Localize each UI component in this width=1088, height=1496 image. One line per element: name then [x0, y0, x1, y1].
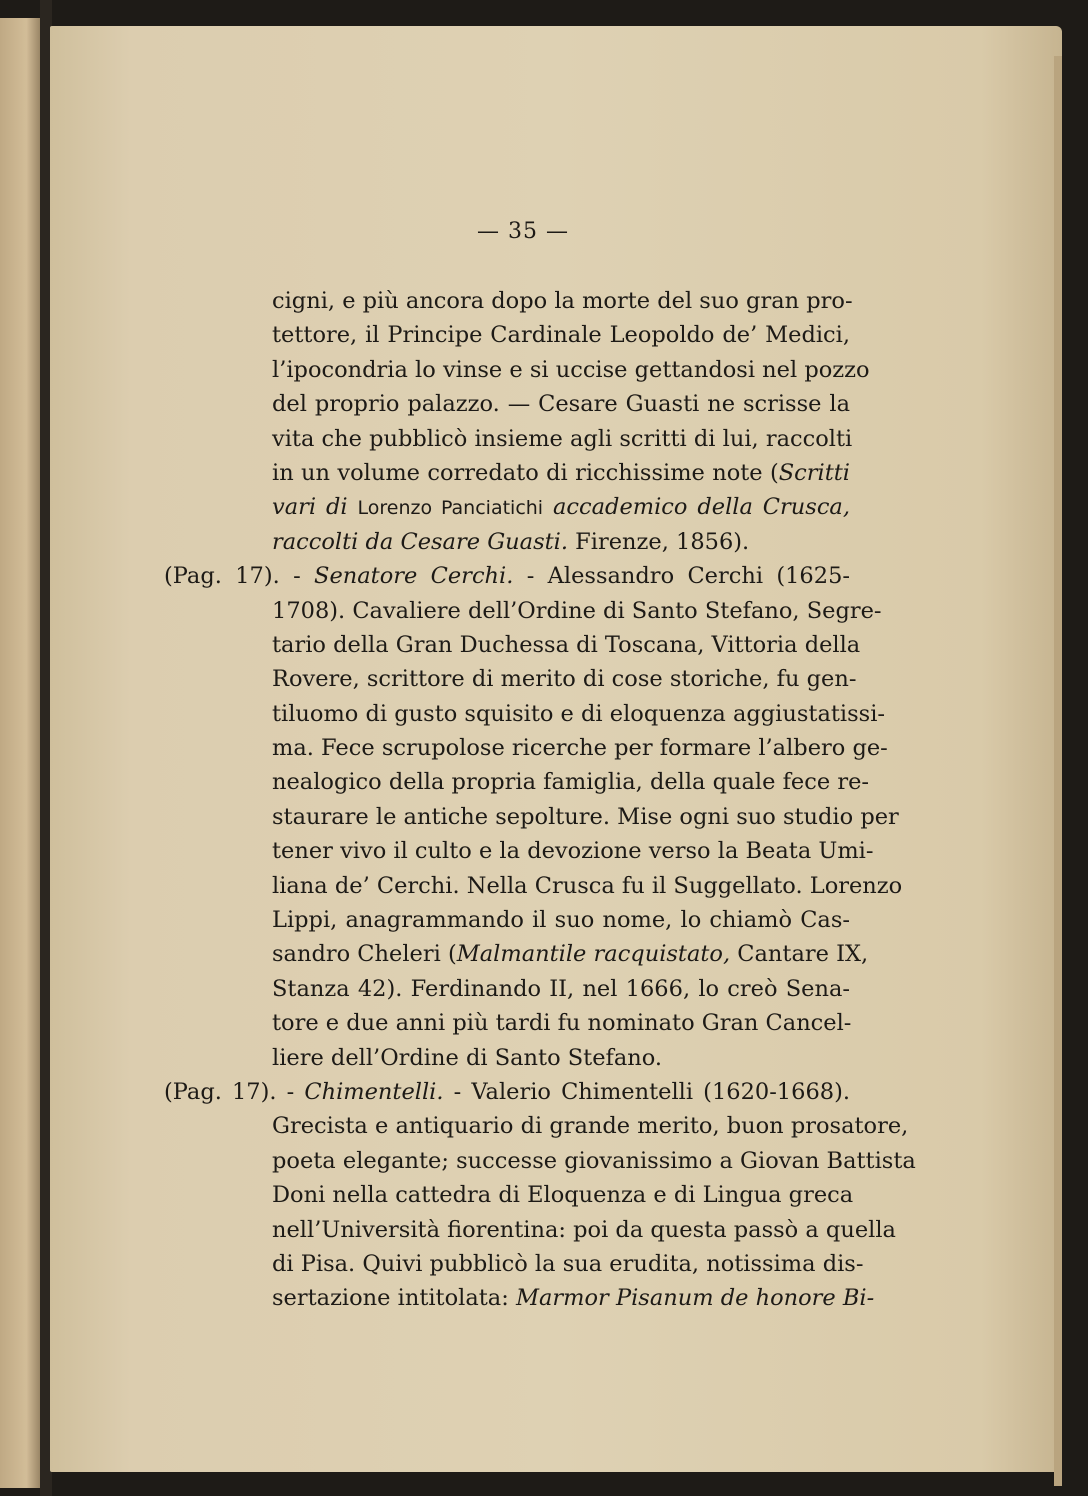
- text-segment: Stanza 42). Ferdinando II, nel 1666, lo creò Sena-: [272, 975, 850, 1002]
- text-segment: (Pag. 17). -: [164, 563, 315, 590]
- text-segment: poeta elegante; successe giovanissimo a Giovan Battista: [272, 1147, 916, 1174]
- text-segment: di Pisa. Quivi pubblicò la sua erudita, notissima dis-: [272, 1250, 864, 1277]
- text-line: [218, 1178, 854, 1212]
- text-line: [218, 456, 850, 490]
- text-line: [164, 559, 850, 593]
- text-segment: [543, 494, 553, 520]
- text-segment: 1708). Cavaliere dell’Ordine di Santo Stefano, Segre-: [272, 597, 882, 624]
- italic-text: Scritti: [778, 459, 850, 486]
- text-line: [218, 937, 869, 971]
- italic-text: Chimentelli.: [304, 1078, 444, 1105]
- text-segment: sandro Cheleri (: [272, 941, 457, 968]
- facing-page-edge: [0, 18, 44, 1488]
- text-line: [164, 1075, 850, 1109]
- text-line: [218, 972, 850, 1006]
- text-line: [218, 1006, 850, 1040]
- text-segment: liere dell’Ordine di Santo Stefano.: [272, 1044, 663, 1071]
- text-segment: tario della Gran Duchessa di Toscana, Vittoria della: [272, 631, 861, 658]
- italic-text: Marmor Pisanum de honore Bi-: [515, 1285, 875, 1312]
- text-line: [218, 869, 903, 903]
- text-line: [218, 318, 850, 352]
- text-line: [218, 387, 850, 421]
- text-line: [218, 800, 899, 834]
- text-segment: (Pag. 17). -: [164, 1078, 305, 1105]
- text-line: [218, 1109, 909, 1143]
- italic-text: raccolti da Cesare Guasti.: [272, 528, 569, 555]
- text-line: [218, 490, 850, 524]
- text-line: [218, 765, 869, 799]
- text-line: [218, 628, 861, 662]
- text-line: [218, 594, 882, 628]
- text-segment: tore e due anni più tardi fu nominato Gran Cancel-: [272, 1010, 852, 1037]
- text-segment: - Alessandro Cerchi (1625-: [513, 563, 850, 590]
- text-segment: Grecista e antiquario di grande merito, buon prosatore,: [272, 1113, 909, 1140]
- text-line: [218, 1041, 850, 1075]
- italic-text: vari di: [272, 494, 348, 521]
- text-segment: vita che pubblicò insieme agli scritti di lui, raccolti: [272, 425, 853, 452]
- text-segment: nell’Università fiorentina: poi da questa passò a quella: [272, 1216, 896, 1243]
- italic-text: Senatore Cerchi.: [314, 563, 514, 590]
- body-text: [164, 284, 916, 1316]
- text-segment: staurare le antiche sepolture. Mise ogni suo studio per: [272, 803, 899, 830]
- text-segment: Cantare IX,: [730, 941, 869, 968]
- text-line: [218, 697, 885, 731]
- text-line: [218, 353, 870, 387]
- page-number: — 35 —: [477, 219, 569, 244]
- text-segment: [348, 494, 358, 520]
- text-segment: ma. Fece scrupolose ricerche per formare l’albero ge-: [272, 735, 888, 762]
- text-line: [218, 284, 853, 318]
- text-segment: nealogico della propria famiglia, della quale fece re-: [272, 769, 869, 796]
- italic-text: Malmantile racquistato,: [456, 941, 731, 968]
- italic-text: accademico della Crusca,: [553, 494, 850, 521]
- text-line: [218, 422, 853, 456]
- text-line: [218, 731, 888, 765]
- text-segment: sertazione intitolata:: [272, 1285, 516, 1312]
- text-segment: tener vivo il culto e la devozione verso la Beata Umi-: [272, 838, 874, 865]
- text-segment: Doni nella cattedra di Eloquenza e di Lingua greca: [272, 1182, 854, 1209]
- text-segment: l’ipocondria lo vinse e si uccise gettandosi nel pozzo: [272, 356, 870, 383]
- text-segment: tiluomo di gusto squisito e di eloquenza aggiustatissi-: [272, 700, 885, 727]
- text-line: [218, 1213, 896, 1247]
- text-line: [218, 903, 850, 937]
- text-segment: Lippi, anagrammando il suo nome, lo chiamò Cas-: [272, 907, 850, 934]
- book-page: [50, 26, 1062, 1472]
- text-segment: Rovere, scrittore di merito di cose storiche, fu gen-: [272, 666, 857, 693]
- text-segment: Firenze, 1856).: [568, 528, 750, 555]
- text-segment: liana de’ Cerchi. Nella Crusca fu il Suggellato. Lorenzo: [272, 872, 903, 899]
- text-segment: del proprio palazzo. — Cesare Guasti ne scrisse la: [272, 391, 850, 418]
- text-line: [218, 1247, 864, 1281]
- text-segment: - Valerio Chimentelli (1620-1668).: [443, 1078, 851, 1105]
- text-line: [218, 525, 850, 559]
- text-segment: in un volume corredato di ricchissime note (: [272, 459, 779, 486]
- text-line: [218, 1281, 875, 1315]
- text-segment: tettore, il Principe Cardinale Leopoldo de’ Medici,: [272, 322, 850, 349]
- text-line: [218, 834, 874, 868]
- sans-text: Lorenzo Panciatichi: [357, 497, 544, 520]
- page-edge-shadow: [1054, 56, 1062, 1486]
- text-line: [218, 662, 857, 696]
- text-segment: cigni, e più ancora dopo la morte del suo gran pro-: [272, 288, 853, 314]
- text-line: [218, 1144, 916, 1178]
